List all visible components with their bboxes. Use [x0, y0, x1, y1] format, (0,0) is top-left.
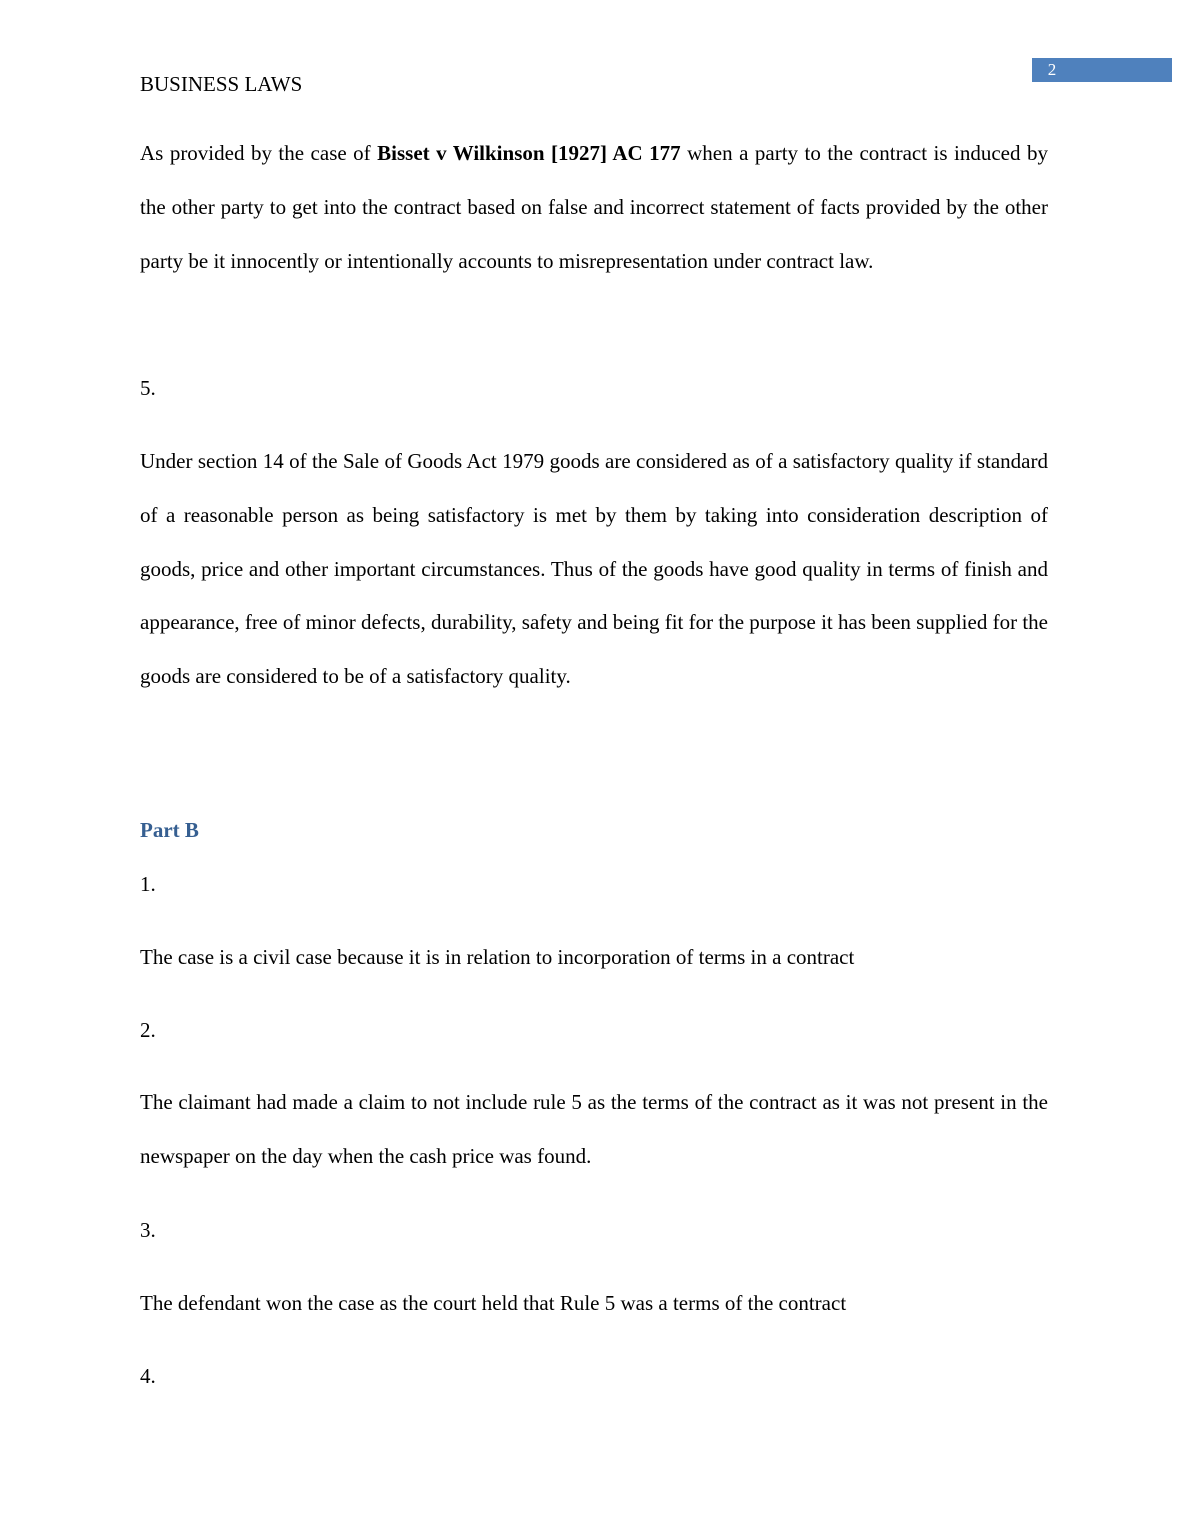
case-citation: Bisset v Wilkinson [1927] AC 177 [377, 141, 681, 165]
item-number-5: 5. [140, 376, 156, 400]
section-heading-part-b: Part B [140, 818, 199, 842]
running-head: BUSINESS LAWS [140, 72, 303, 96]
page-number: 2 [1047, 60, 1057, 79]
answer-3: The defendant won the case as the court held that Rule 5 was a terms of the contract [140, 1291, 847, 1315]
item-number-3: 3. [140, 1218, 156, 1242]
item-number-2: 2. [140, 1018, 156, 1042]
page-number-badge [1032, 58, 1172, 82]
item-number-4: 4. [140, 1364, 156, 1388]
paragraph-misrepresentation [140, 127, 1048, 288]
paragraph-sale-of-goods: Under section 14 of the Sale of Goods Act 1979 goods are considered as of a satisfactory quality if standard of a reasonable person as being satisfactory is met by them by taking into consideration description of goods, price and other important circumstances. Thus of the goods have good quality in terms of finish and appearance, free of minor defects, durability, safety and being fit for the purpose it has been supplied for the goods are considered to be of a satisfactory quality. [140, 449, 1048, 689]
para1-rest: when a party to the contract is induced by the other party to get into the contract based on false and incorrect statement of facts provided by the other party be it innocently or intentionally accounts to misrepresentation under contract law. [140, 141, 1048, 273]
answer-2: The claimant had made a claim to not include rule 5 as the terms of the contract as it was not present in the newspaper on the day when the cash price was found. [140, 1090, 1048, 1168]
item-number-1: 1. [140, 872, 156, 896]
answer-1: The case is a civil case because it is in relation to incorporation of terms in a contract [140, 945, 855, 969]
para1-intro: As provided by the case of [140, 141, 378, 165]
